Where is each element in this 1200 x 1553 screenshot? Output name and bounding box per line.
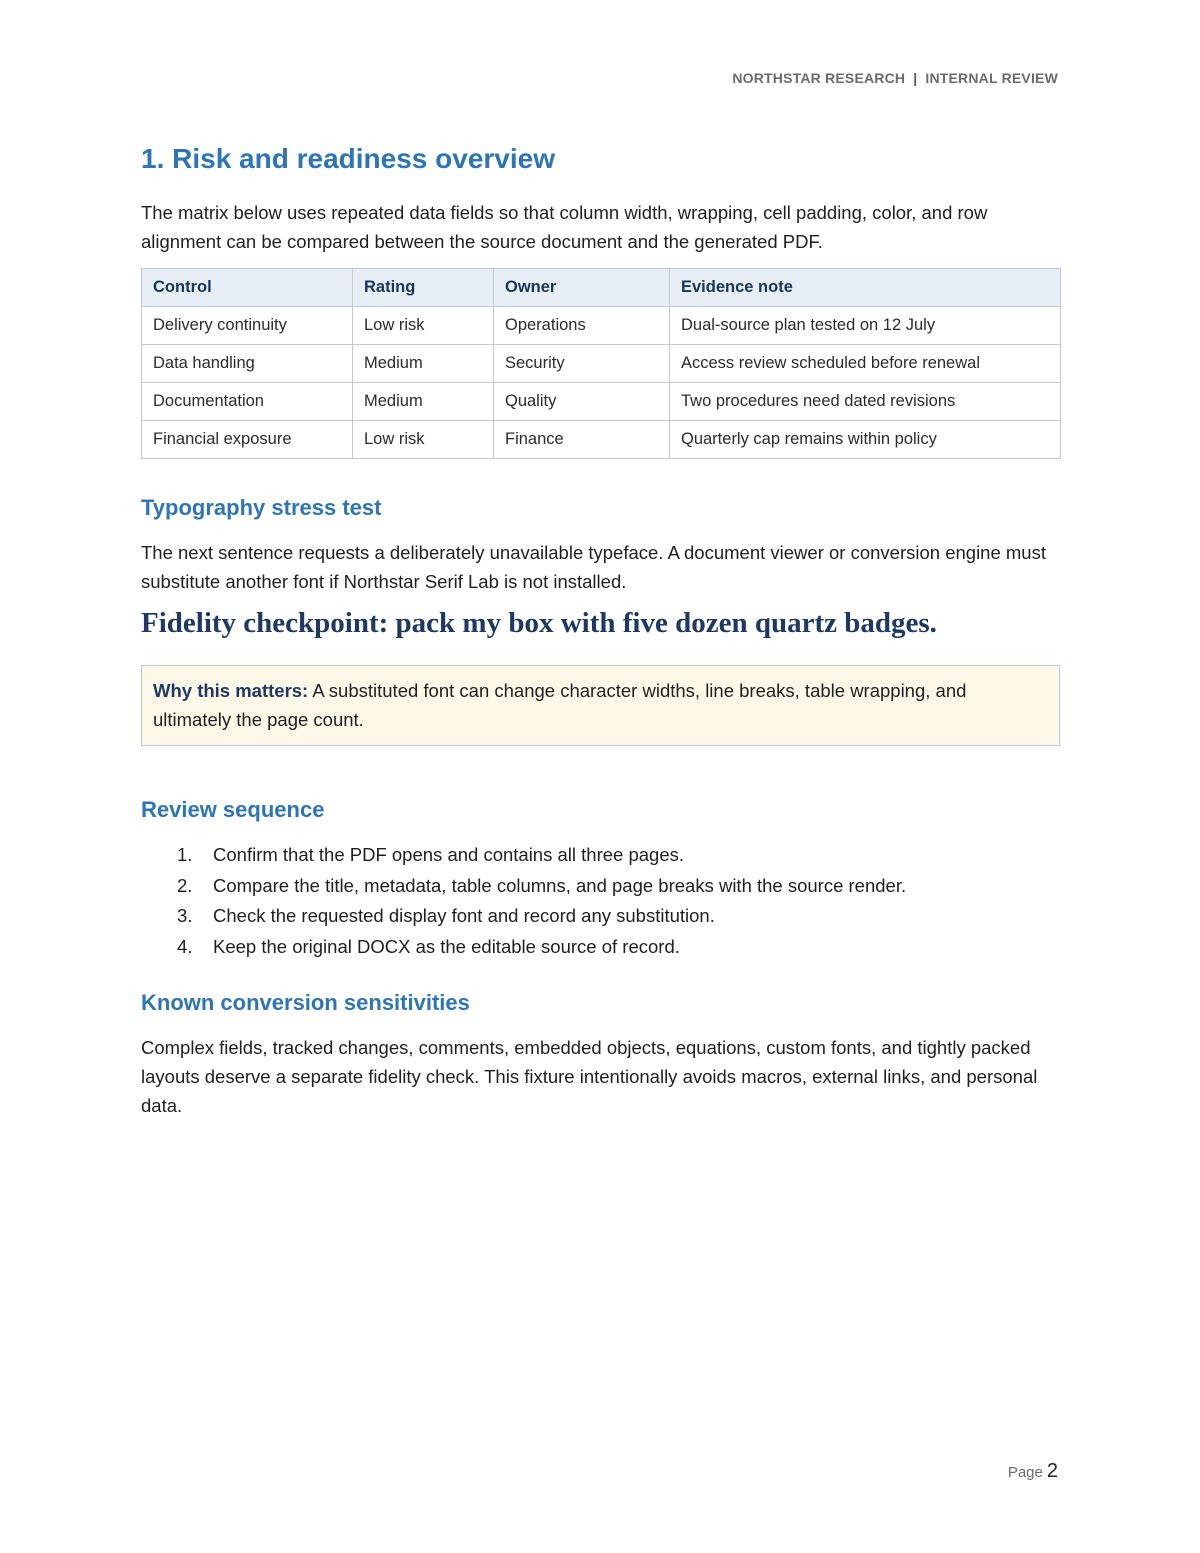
- cell-control: Data handling: [142, 345, 353, 383]
- typography-body: The next sentence requests a deliberately unavailable typeface. A document viewer or conversion engine must substitute another font if Northstar Serif Lab is not installed.: [141, 542, 1046, 592]
- cell-rating: Low risk: [353, 307, 494, 345]
- sensitivities-body: Complex fields, tracked changes, comments, embedded objects, equations, custom fonts, and tightly packed layouts deserve a separate fidelity check. This fixture intentionally avoids macros, external links, and personal data.: [141, 1037, 1038, 1116]
- list-item: [141, 871, 906, 902]
- table-header-row: [142, 269, 1061, 307]
- risk-matrix-table: [141, 268, 1061, 459]
- section-title: 1. Risk and readiness overview: [141, 143, 555, 174]
- page-number: 2: [1046, 1460, 1058, 1482]
- list-item-number: 4.: [177, 936, 193, 958]
- column-header: Evidence note: [670, 269, 1061, 307]
- cell-owner: Quality: [494, 383, 670, 421]
- header-section: INTERNAL REVIEW: [925, 70, 1058, 86]
- header-separator: |: [913, 70, 918, 86]
- list-item-text: Confirm that the PDF opens and contains all three pages.: [213, 844, 684, 865]
- callout-text: A substituted font can change character widths, line breaks, table wrapping, and ultimately the page count.: [153, 680, 967, 730]
- list-item: [141, 901, 906, 932]
- list-item: [141, 840, 906, 871]
- cell-owner: Operations: [494, 307, 670, 345]
- why-this-matters-callout: [141, 665, 1060, 746]
- page-footer: [1008, 1460, 1058, 1483]
- cell-rating: Medium: [353, 345, 494, 383]
- cell-evidence: Access review scheduled before renewal: [670, 345, 1061, 383]
- column-header: Rating: [353, 269, 494, 307]
- running-header: [732, 70, 1058, 86]
- cell-control: Financial exposure: [142, 421, 353, 459]
- table-row: [142, 345, 1061, 383]
- cell-control: Delivery continuity: [142, 307, 353, 345]
- cell-evidence: Quarterly cap remains within policy: [670, 421, 1061, 459]
- column-header: Owner: [494, 269, 670, 307]
- section-intro: The matrix below uses repeated data fields so that column width, wrapping, cell padding, color, and row alignment can be compared between the source document and the generated PDF.: [141, 202, 988, 252]
- cell-rating: Low risk: [353, 421, 494, 459]
- callout-lead: Why this matters:: [153, 680, 309, 701]
- list-item-text: Check the requested display font and record any substitution.: [213, 905, 715, 927]
- column-header: Control: [142, 269, 353, 307]
- list-item-number: 3.: [177, 905, 193, 927]
- list-item-number: 2.: [177, 874, 193, 896]
- cell-rating: Medium: [353, 383, 494, 421]
- cell-evidence: Dual-source plan tested on 12 July: [670, 307, 1061, 345]
- cell-control: Documentation: [142, 383, 353, 421]
- cell-evidence: Two procedures need dated revisions: [670, 383, 1061, 421]
- list-item-text: Keep the original DOCX as the editable source of record.: [213, 936, 680, 958]
- page-label: Page: [1007, 1464, 1043, 1481]
- typography-heading: Typography stress test: [141, 495, 382, 520]
- review-sequence-list: [141, 840, 906, 963]
- header-org: NORTHSTAR RESEARCH: [732, 70, 906, 86]
- table-row: [142, 307, 1061, 345]
- table-row: [142, 421, 1061, 459]
- table-row: [142, 383, 1061, 421]
- list-item-text: Compare the title, metadata, table columns, and page breaks with the source render.: [213, 874, 907, 896]
- cell-owner: Security: [494, 345, 670, 383]
- review-heading: Review sequence: [141, 797, 325, 822]
- list-item: [141, 932, 906, 963]
- fidelity-checkpoint-sentence: Fidelity checkpoint: pack my box with five dozen quartz badges.: [141, 607, 937, 639]
- sensitivities-heading: Known conversion sensitivities: [141, 990, 470, 1015]
- list-item-number: 1.: [177, 844, 193, 865]
- cell-owner: Finance: [494, 421, 670, 459]
